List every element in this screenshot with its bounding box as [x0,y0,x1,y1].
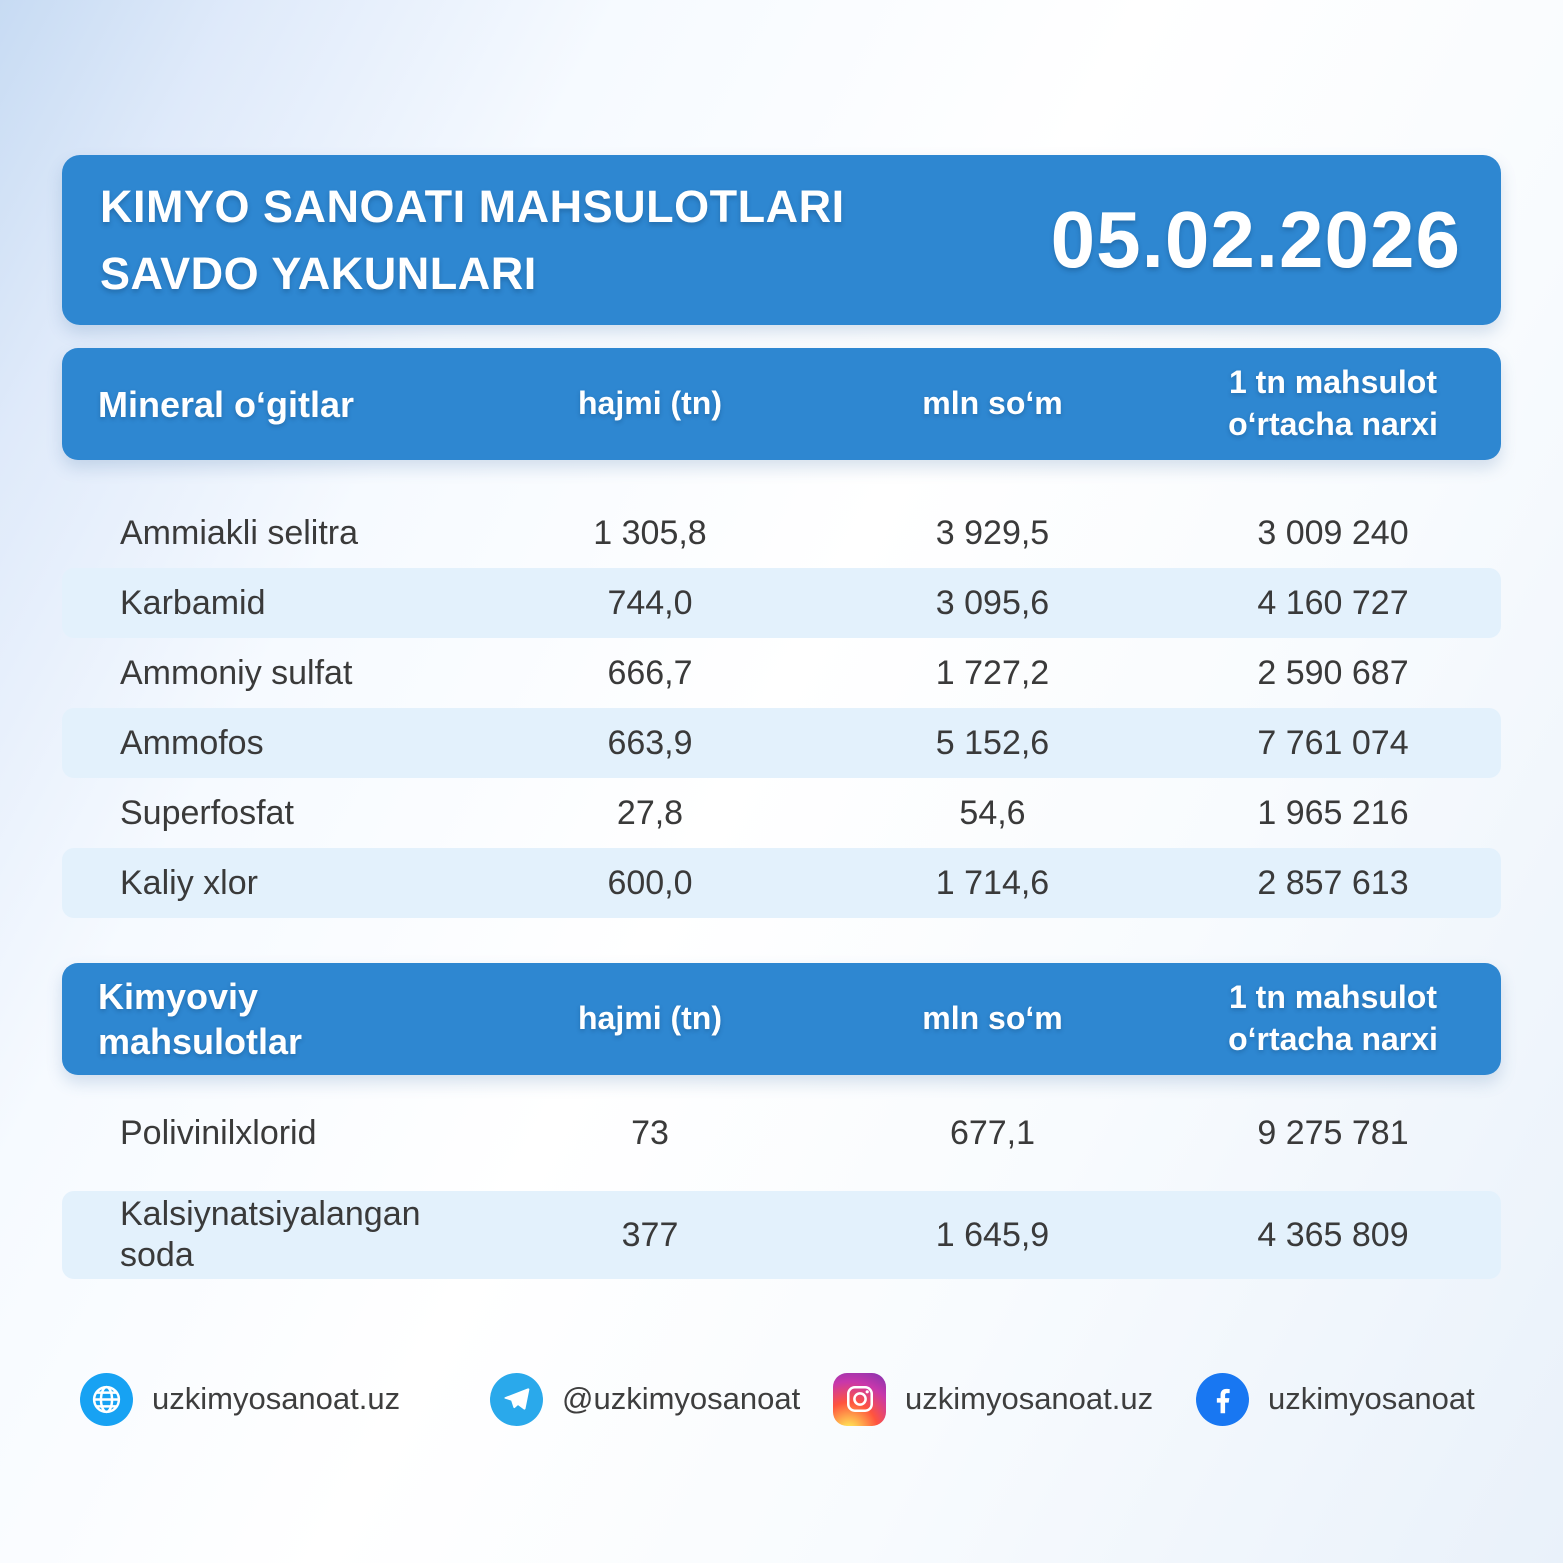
table-row [62,638,1501,708]
page-title-line2: SAVDO YAKUNLARI [100,248,537,299]
volume-value: 73 [631,1113,669,1152]
footer-telegram [490,1372,800,1426]
volume-value: 600,0 [607,863,693,902]
facebook-icon [1196,1373,1249,1426]
sum-value: 3 929,5 [935,513,1050,552]
volume-value: 27,8 [616,793,684,832]
sum-value: 677,1 [949,1113,1036,1152]
footer-facebook [1196,1372,1475,1426]
chemical-table-title: Kimyoviy mahsulotlar [98,976,303,1062]
product-name: Superfosfat [120,793,294,832]
sum-value: 1 727,2 [935,653,1050,692]
telegram-icon [490,1373,543,1426]
product-name: Polivinilxlorid [120,1113,317,1152]
price-value: 1 965 216 [1257,793,1409,832]
volume-value: 377 [621,1215,679,1254]
column-header-price: 1 tn mahsulot oʻrtacha narxi [1228,979,1438,1057]
table-row [62,1098,1501,1168]
instagram-icon [833,1373,886,1426]
price-value: 2 857 613 [1257,863,1409,902]
column-header-volume: hajmi (tn) [578,385,722,422]
table-row [62,708,1501,778]
mineral-table-title: Mineral oʻgitlar [98,383,355,425]
sum-value: 1 645,9 [935,1215,1050,1254]
chemical-table-body [62,1098,1501,1279]
price-value: 2 590 687 [1257,653,1409,692]
report-date: 05.02.2026 [1050,195,1461,284]
sum-value: 3 095,6 [935,583,1050,622]
column-header-price: 1 tn mahsulot oʻrtacha narxi [1228,364,1438,442]
table-row [62,848,1501,918]
product-name: Ammoniy sulfat [120,653,353,692]
product-name: Ammofos [120,723,264,762]
mineral-table-body [62,498,1501,918]
product-name: Kaliy xlor [120,863,258,902]
page-title [100,173,845,308]
column-header-sum: mln soʻm [922,385,1063,422]
page-title-line1: KIMYO SANOATI MAHSULOTLARI [100,180,845,232]
mineral-table-header [62,348,1501,460]
instagram-handle: uzkimyosanoat.uz [905,1381,1154,1416]
table-row [62,568,1501,638]
product-name: Ammiakli selitra [120,513,359,552]
chemical-table-header [62,963,1501,1075]
column-header-sum: mln soʻm [922,1000,1063,1037]
price-value: 3 009 240 [1257,513,1409,552]
table-row [62,1191,1501,1279]
price-value: 4 365 809 [1257,1215,1409,1254]
price-value: 7 761 074 [1257,723,1409,762]
table-row [62,498,1501,568]
footer-instagram [833,1372,1153,1426]
column-header-volume: hajmi (tn) [578,1000,722,1037]
price-value: 4 160 727 [1257,583,1409,622]
volume-value: 663,9 [607,723,693,762]
sum-value: 5 152,6 [935,723,1050,762]
footer-website [80,1372,400,1426]
sum-value: 1 714,6 [935,863,1050,902]
volume-value: 666,7 [607,653,693,692]
product-name: Kalsiynatsiyalangan soda [120,1195,421,1274]
header-card [62,155,1501,325]
table-row [62,778,1501,848]
sum-value: 54,6 [959,793,1026,832]
price-value: 9 275 781 [1257,1113,1409,1152]
globe-icon [80,1373,133,1426]
telegram-handle: @uzkimyosanoat [562,1381,801,1416]
volume-value: 744,0 [607,583,693,622]
website-handle: uzkimyosanoat.uz [152,1381,401,1416]
product-name: Karbamid [120,583,266,622]
volume-value: 1 305,8 [593,513,707,552]
facebook-handle: uzkimyosanoat [1268,1381,1475,1416]
